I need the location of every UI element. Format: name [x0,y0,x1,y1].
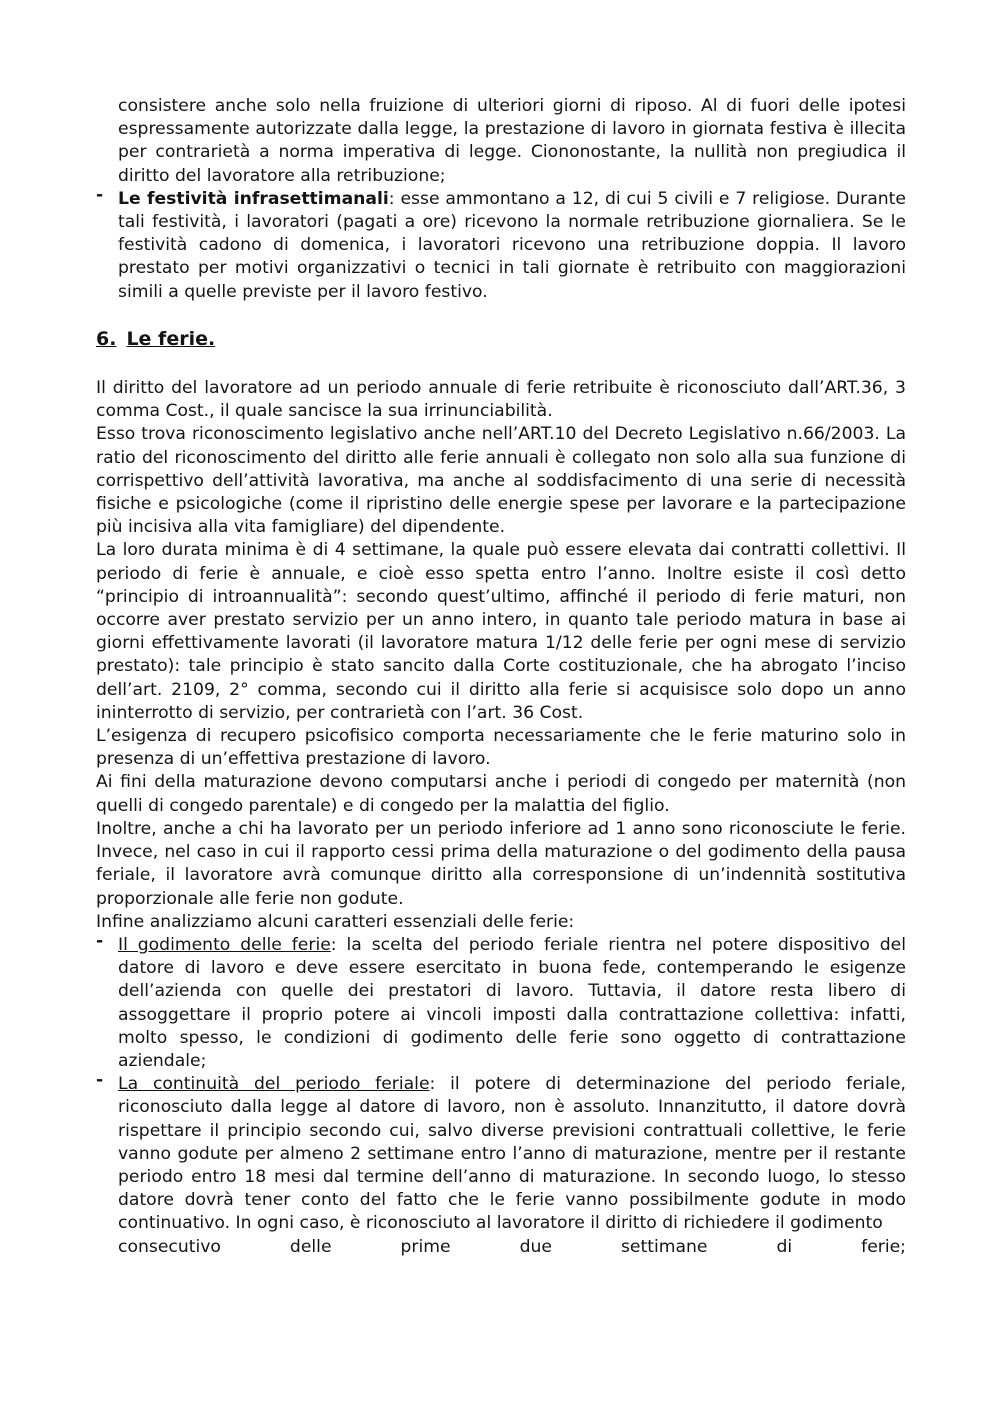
bullet-term: Il godimento delle ferie [118,934,331,955]
section-title: Le ferie. [126,327,216,350]
paragraph: Inoltre, anche a chi ha lavorato per un periodo inferiore ad 1 anno sono riconosciute le ferie. Invece, nel caso in cui il rapporto cessi prima della maturazione o del godimento della pausa feriale, il lavoratore avrà comunque diritto alla corresponsione di un’indennità sostitutiva proporzionale alle ferie non godute. [96,818,906,909]
word: due [519,1236,552,1257]
bullet-dash: - [96,1070,104,1091]
section-heading [96,328,906,351]
list-item-festivita [96,184,906,304]
justified-last-line [118,1236,906,1259]
document-page [96,95,906,1259]
paragraph: Il diritto del lavoratore ad un periodo annuale di ferie retribuite è riconosciuto dall’ART.36, 3 comma Cost., il quale sancisce la sua irrinunciabilità. [96,378,906,422]
word: settimane [620,1236,708,1257]
paragraph: Esso trova riconoscimento legislativo anche nell’ART.10 del Decreto Legislativo n.66/2003. La ratio del riconoscimento del diritto alle ferie annuali è collegato non solo alla sua funzione di corrispettivo dell’attività lavorativa, ma anche al soddisfacimento di una serie di necessità fisiche e psicologiche (come il ripristino delle energie spese per lavorare e la partecipazione più incisiva alla vita famigliare) del dipendente. [96,424,906,538]
list-item-godimento [96,930,907,1073]
word: prime [400,1236,451,1257]
paragraph: La loro durata minima è di 4 settimane, la quale può essere elevata dai contratti collettivi. Il periodo di ferie è annuale, e cioè esso spetta entro l’anno. Inoltre esiste il così detto “principio di introannualità”: secondo quest’ultimo, affinché il periodo di ferie maturi, non occorre aver prestato servizio per un anno intero, in quanto tale periodo matura in base ai giorni effettivamente lavorati (il lavoratore matura 1/12 delle ferie per ogni mese di servizio prestato): tale principio è stato sancito dalla Corte costituzionale, che ha abrogato l’inciso dell’art. 2109, 2° comma, secondo cui il diritto alla ferie si acquisisce solo dopo un anno ininterrotto di servizio, per contrarietà con l’art. 36 Cost. [96,540,906,723]
bullet-dash: - [96,184,104,205]
word: delle [289,1236,332,1257]
continuation-paragraph: consistere anche solo nella fruizione di ulteriori giorni di riposo. Al di fuori delle ipotesi espressamente autorizzate dalla legge, la prestazione di lavoro in giornata festiva è illecita per contrarietà a norma imperativa di legge. Ciononostante, la nullità non pregiudica il diritto del lavoratore alla retribuzione; [118,96,906,186]
section-number: 6. [96,327,117,350]
paragraph: Infine analizziamo alcuni caratteri essenziali delle ferie: [96,911,575,932]
bullet-term: Le festività infrasettimanali [118,188,389,209]
paragraph: L’esigenza di recupero psicofisico comporta necessariamente che le ferie maturino solo in presenza di un’effettiva prestazione di lavoro. [96,726,906,770]
bullet-text: : il potere di determinazione del periodo feriale, riconosciuto dalla legge al datore di lavoro, non è assoluto. Innanzitutto, il datore dovrà rispettare il principio secondo cui, salvo diverse previsioni contrattuali collettive, le ferie vanno godute per almeno 2 settimane entro l’anno di maturazione, mentre per il restante periodo entro 18 mesi dal termine dell’anno di maturazione. In secondo luogo, lo stesso datore dovrà tener conto del fatto che le ferie vanno possibilmente godute in modo continuativo. In ogni caso, è riconosciuto al lavoratore il diritto di richiedere il godimento [118,1074,906,1234]
bullet-text: : esse ammontano a 12, di cui 5 civili e 7 religiose. Durante tali festività, i lavoratori (pagati a ore) ricevono la normale retribuzione giornaliera. Se le festività cadono di domenica, i lavoratori ricevono una retribuzione doppia. Il lavoro prestato per motivi organizzativi o tecnici in tali giornate è retribuito con maggiorazioni simili a quelle previste per il lavoro festivo. [118,188,906,302]
list-item-continuita [96,1070,906,1259]
bullet-dash: - [96,930,104,951]
paragraph: Ai fini della maturazione devono computarsi anche i periodi di congedo per maternità (non quelli di congedo parentale) e di congedo per la malattia del figlio. [96,772,906,816]
bullet-term: La continuità del periodo feriale [118,1074,430,1095]
word: ferie; [861,1236,906,1257]
bullet-text: : la scelta del periodo feriale rientra nel potere dispositivo del datore di lavoro e deve essere esercitato in buona fede, contemperando le esigenze dell’azienda con quelle dei prestatori di lavoro. Tuttavia, il datore resta libero di assoggettare il proprio potere ai vincoli imposti dalla contrattazione collettiva: infatti, molto spesso, le condizioni di godimento delle ferie sono oggetto di contrattazione aziendale; [118,934,907,1071]
word: di [776,1236,793,1257]
word: consecutivo [118,1236,221,1257]
